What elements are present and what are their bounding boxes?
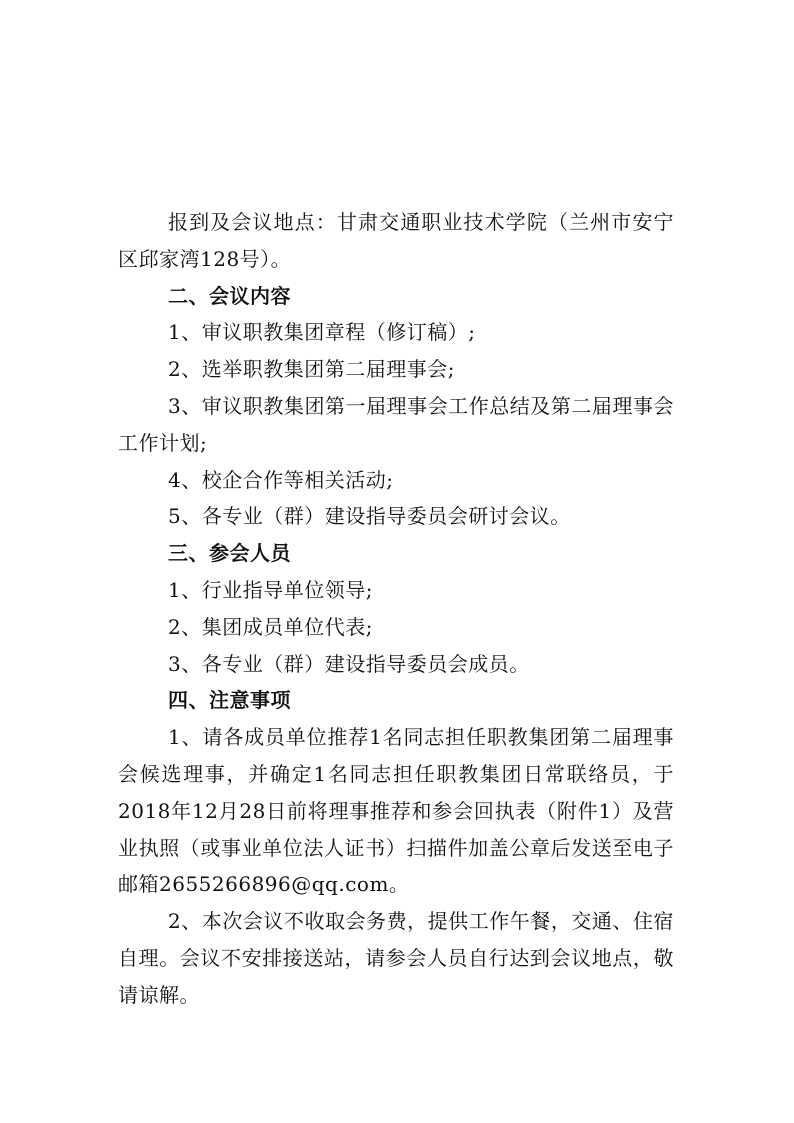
section-heading-attendees: 三、参会人员 (168, 541, 291, 566)
attendee-item-2: 2、集团成员单位代表; (168, 614, 373, 639)
content-item-2: 2、选举职教集团第二届理事会; (168, 357, 455, 382)
section-heading-notes: 四、注意事项 (168, 688, 291, 713)
venue-paragraph: 报到及会议地点：甘肃交通职业技术学院（兰州市安宁区邱家湾128号）。 (118, 210, 674, 271)
section-heading-content: 二、会议内容 (168, 283, 291, 308)
document-body (118, 204, 674, 1014)
content-item-3: 3、审议职教集团第一届理事会工作总结及第二届理事会工作计划; (118, 393, 674, 455)
attendee-item-3: 3、各专业（群）建设指导委员会成员。 (168, 651, 530, 676)
content-item-5: 5、各专业（群）建设指导委员会研讨会议。 (168, 504, 571, 529)
note-item-2: 2、本次会议不收取会务费，提供工作午餐，交通、住宿自理。会议不安排接送站，请参会人员自行达到会议地点，敬请谅解。 (118, 909, 674, 1007)
content-item-4: 4、校企合作等相关活动; (168, 467, 394, 492)
attendee-item-1: 1、行业指导单位领导; (168, 577, 373, 602)
content-item-1: 1、审议职教集团章程（修订稿）; (168, 320, 476, 345)
note-item-1: 1、请各成员单位推荐1名同志担任职教集团第二届理事会候选理事，并确定1名同志担任职教集团日常联络员，于2018年12月28日前将理事推荐和参会回执表（附件1）及营业执照（或事业单位法人证书）扫描件加盖公章后发送至电子邮箱2655266896@qq.com。 (118, 725, 674, 897)
